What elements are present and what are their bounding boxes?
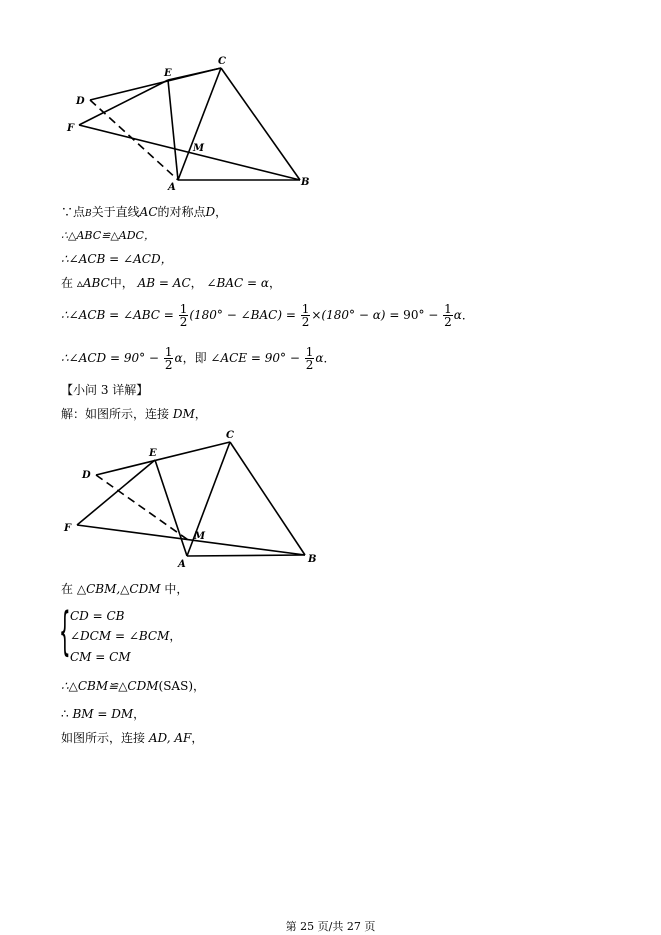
congruence: ∴△CBM≌△CDM [61, 679, 159, 693]
numerator: 1 [301, 302, 310, 316]
numerator: 1 [179, 302, 188, 316]
denominator: 2 [444, 315, 452, 329]
equation: ∠BAC = α [206, 276, 269, 290]
system-row-2 [70, 628, 181, 644]
segment-fb [77, 525, 305, 555]
numerator: 1 [305, 345, 314, 359]
text-line-5 [61, 300, 474, 330]
text-line-3: ∴∠ACB = ∠ACD， [61, 252, 173, 266]
segment-ea [155, 460, 187, 556]
equation: ∠ACE = 90° − [210, 351, 300, 365]
text-fragment: 如图所示，连接 [61, 731, 146, 745]
denominator: 2 [164, 358, 173, 372]
therefore: ∴ [61, 707, 69, 721]
text-fragment: ， [169, 629, 182, 643]
equation: (180° − ∠BAC) [189, 308, 282, 322]
equals: = [285, 308, 296, 322]
alpha: α [315, 351, 324, 365]
equation: ∴∠ACB = ∠ABC = [61, 308, 174, 322]
fraction-one-half [301, 303, 311, 328]
equation: AB = AC [137, 276, 191, 290]
equation: ∠DCM = ∠BCM [70, 629, 170, 643]
text-line-9 [61, 581, 188, 597]
segment-dc [96, 442, 230, 475]
text-fragment: ∵点 [61, 205, 86, 219]
label-a: A [168, 182, 176, 193]
segment-dm-dashed [96, 475, 191, 542]
fraction-one-half [305, 346, 315, 371]
denominator: 2 [179, 315, 188, 329]
alpha: α [174, 351, 183, 365]
segment-cb [230, 442, 305, 555]
fraction-one-half [443, 303, 453, 328]
text-fragment: 中， [109, 276, 134, 290]
numerator: 1 [444, 302, 452, 316]
label-f: F [64, 523, 72, 534]
label-m: M [193, 143, 205, 154]
text-fragment: ， [133, 707, 146, 721]
segment-ce [168, 68, 221, 80]
label-e: E [164, 68, 172, 79]
system-brace: { [59, 602, 71, 662]
equation: = 90° − [389, 308, 439, 322]
label-c: C [218, 56, 226, 67]
text-fragment: ， [215, 205, 228, 219]
system-row-1: CD = CB [70, 609, 125, 623]
text-line-12 [61, 730, 203, 746]
text-fragment: 在 [61, 276, 74, 290]
alpha: α [453, 308, 462, 322]
fraction-one-half [179, 303, 189, 328]
label-f: F [67, 123, 75, 134]
text-fragment: ， [268, 276, 281, 290]
segment-ab [187, 555, 305, 556]
section-heading: 【小问 3 详解】 [61, 383, 149, 397]
text-line-11 [61, 706, 145, 722]
text-line-6 [61, 343, 335, 373]
page-footer: 第 25 页/共 27 页 [285, 920, 376, 933]
text-line-10 [61, 678, 205, 694]
text-fragment: ， [194, 407, 207, 421]
label-d: D [82, 470, 91, 481]
point-b: B [85, 209, 92, 219]
text-line-4 [61, 275, 281, 291]
label-e: E [149, 448, 157, 459]
text-fragment: ， [190, 276, 203, 290]
segments: AD, AF [148, 731, 192, 745]
equation: (180° − α) [321, 308, 386, 322]
triangle-abc: ▵ABC [76, 276, 110, 290]
text-line-2: ∴△ABC≌△ADC， [61, 229, 155, 242]
text-fragment: ． [323, 351, 336, 365]
segment-ea [168, 80, 178, 180]
times: × [311, 308, 322, 322]
label-c: C [226, 430, 234, 441]
text-fragment: ， [191, 731, 204, 745]
numerator: 1 [164, 345, 173, 359]
text-fragment: 中， [164, 582, 189, 596]
segment-da-dashed [90, 100, 178, 180]
sas: (SAS) [158, 679, 194, 693]
fraction-one-half [164, 346, 174, 371]
system-row-3: CM = CM [70, 650, 131, 664]
equation: BM = DM [72, 707, 134, 721]
figure-1 [0, 0, 661, 200]
text-line-1 [61, 204, 227, 222]
denominator: 2 [301, 315, 310, 329]
text-fragment: 在 [61, 582, 74, 596]
label-a: A [178, 559, 186, 570]
denominator: 2 [305, 358, 314, 372]
text-line-8 [61, 406, 207, 422]
text-fragment: 的对称点 [157, 205, 206, 219]
figure-2 [0, 425, 661, 585]
label-b: B [308, 554, 317, 565]
label-d: D [76, 96, 85, 107]
text-fragment: ． [461, 308, 474, 322]
text-fragment: 关于直线 [91, 205, 140, 219]
text-fragment: ，即 [182, 351, 207, 365]
label-b: B [301, 177, 310, 188]
line-ac: AC [139, 205, 158, 219]
text-fragment: ， [193, 679, 206, 693]
segment-dm: DM [172, 407, 195, 421]
triangles: △CBM,△CDM [76, 582, 161, 596]
label-m: M [194, 531, 206, 542]
point-d: D [205, 205, 216, 219]
equation: ∴∠ACD = 90° − [61, 351, 159, 365]
segment-ca [178, 68, 221, 180]
text-fragment: 解：如图所示，连接 [61, 407, 170, 421]
